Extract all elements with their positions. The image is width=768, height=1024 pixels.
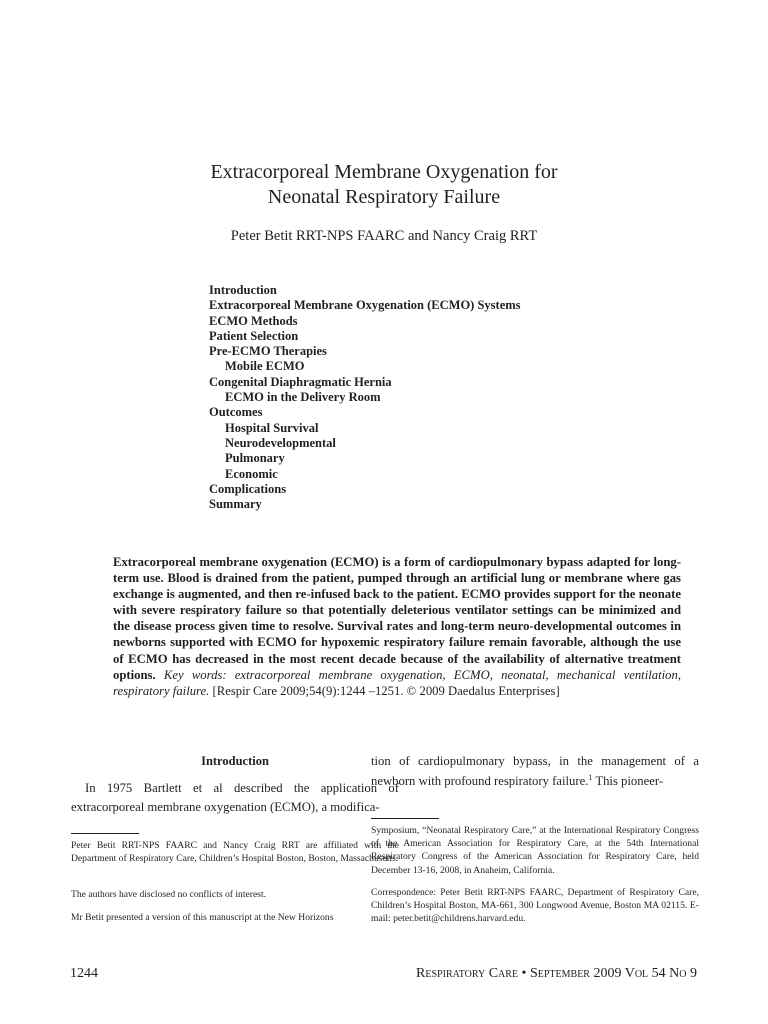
toc-subitem: Hospital Survival <box>225 420 319 435</box>
toc-item: Summary <box>209 497 262 512</box>
abstract-citation: [Respir Care 2009;54(9):1244 –1251. © 2009 Daedalus Enterprises] <box>212 683 560 698</box>
abstract-text: Extracorporeal membrane oxygenation (ECMO) is a form of cardiopulmonary bypass adapted for long-term use. Blood is drained from the patient, pumped through an artificial lung or membrane where gas exchange is augmented, and then re-infused back to the patient. ECMO provides support for the neonate with severe respiratory failure so that potentially deleterious ventilator settings can be minimized and the disease process given time to resolve. Survival rates and long-term neuro-developmental outcomes in newborns supported with ECMO for hypoxemic respiratory failure remain favorable, although the use of ECMO has decreased in the most recent decade because of the availability of alternative treatment options. <box>113 555 681 682</box>
toc-item: Complications <box>209 481 287 496</box>
toc-subitem: Economic <box>225 466 278 481</box>
author-line: Peter Betit RRT-NPS FAARC and Nancy Craig RRT <box>230 228 538 244</box>
toc-item: Outcomes <box>209 405 263 420</box>
toc-subitem: Neurodevelopmental <box>225 435 336 450</box>
abstract <box>113 554 681 699</box>
toc-item: Congenital Diaphragmatic Hernia <box>209 374 392 389</box>
footnote-rule-right <box>371 818 439 819</box>
body-column-left <box>71 752 399 818</box>
journal-footer: Respiratory Care • September 2009 Vol 54 No 9 <box>416 966 697 981</box>
reference-marker[interactable]: 1 <box>588 772 593 782</box>
footnote-symposium: Symposium, “Neonatal Respiratory Care,” at the International Respiratory Congress of the American Association for Respiratory Care, at the 54th International Respiratory Congress of the American Association for Respiratory Care, held December 13-16, 2008, in Anaheim, California. <box>371 825 699 876</box>
table-of-contents <box>209 283 521 512</box>
body-paragraph-continued <box>371 752 699 791</box>
toc-subitem: Pulmonary <box>225 451 285 466</box>
footnote-correspondence: Correspondence: Peter Betit RRT-NPS FAARC, Department of Respiratory Care, Children’s Hospital Boston, MA-661, 300 Longwood Avenue, Boston MA 02115. E-mail: peter.betit@childrens.harvard.edu. <box>371 887 699 925</box>
body-paragraph: In 1975 Bartlett et al described the application of extracorporeal membrane oxygenation (ECMO), a modifica- <box>71 780 399 814</box>
toc-item: ECMO Methods <box>209 313 298 328</box>
article-title-line-1: Extracorporeal Membrane Oxygenation for <box>210 161 558 183</box>
section-heading-introduction: Introduction <box>201 754 269 768</box>
toc-subitem: Mobile ECMO <box>225 359 305 374</box>
footnote-conflicts: The authors have disclosed no conflicts of interest. <box>71 889 267 900</box>
toc-subitem: ECMO in the Delivery Room <box>225 390 381 405</box>
footnote-affiliation: Peter Betit RRT-NPS FAARC and Nancy Craig RRT are affiliated with the Department of Respiratory Care, Children’s Hospital Boston, Boston, Massachusetts. <box>71 840 399 865</box>
body-text-end: This pioneer- <box>592 773 664 788</box>
toc-item: Patient Selection <box>209 328 299 343</box>
footnote-rule-left <box>71 833 139 834</box>
toc-item: Extracorporeal Membrane Oxygenation (ECMO) Systems <box>209 298 521 313</box>
abstract-keywords: Key words: extracorporeal membrane oxygenation, ECMO, neonatal, mechanical ventilation, respiratory failure. <box>113 667 682 698</box>
toc-item: Pre-ECMO Therapies <box>209 344 327 359</box>
body-text: tion of cardiopulmonary bypass, in the management of a newborn with profound respiratory failure. <box>371 754 699 788</box>
page-number: 1244 <box>70 966 98 981</box>
article-title-line-2: Neonatal Respiratory Failure <box>267 186 501 208</box>
body-column-right <box>371 752 699 791</box>
article-title <box>0 160 768 210</box>
footnote-presentation: Mr Betit presented a version of this manuscript at the New Horizons <box>71 912 334 923</box>
toc-item: Introduction <box>209 283 277 297</box>
